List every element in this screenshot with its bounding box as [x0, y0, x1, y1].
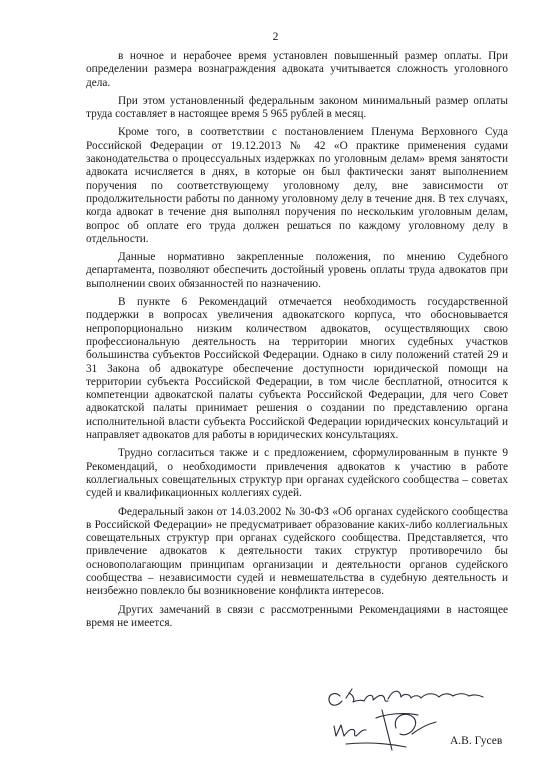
paragraph-recommendation-6: В пункте 6 Рекомендаций отмечается необходимость государственной поддержки в вопросах увеличения адвокатского корпуса, что обосновывается непропорционально низким количеством адвокатов, осуществляющих свою профессиональную деятельность на территории многих судебных участков большинства субъектов Российской Федерации. Однако в силу положений статей 29 и 31 Закона об адвокатуре обеспечение доступности юридической помощи на территории субъекта Российской Федерации, в том числе бесплатной, относится к компетенции адвокатской палаты субъекта Российской Федерации, для чего Совет адвокатской палаты принимает решения о создании по представлению органа исполнительной власти субъекта Российской Федерации юридических консультаций и направляет адвокатов для работы в юридических консультациях.	[86, 296, 508, 442]
handwritten-signature	[316, 682, 516, 768]
paragraph-minimum-wage: При этом установленный федеральным законом минимальный размер оплаты труда составляет в настоящее время 5 965 рублей в месяц.	[86, 94, 508, 121]
letter-body	[86, 50, 508, 635]
paragraph-plenum-resolution: Кроме того, в соответствии с постановлением Пленума Верховного Суда Российской Федерации от 19.12.2013 № 42 «О практике применения судами законодательства о процессуальных издержках по уголовным делам» время занятости адвоката исчисляется в днях, в которые он был фактически занят выполнением поручения по соответствующему уголовному делу, вне зависимости от продолжительности работы по данному уголовному делу в течение дня. В тех случаях, когда адвокат в течение дня выполнял поручения по нескольким уголовным делам, вопрос об оплате его труда должен решаться по каждому уголовному делу в отдельности.	[86, 126, 508, 245]
page-number: 2	[272, 31, 279, 43]
paragraph-federal-law: Федеральный закон от 14.03.2002 № 30-ФЗ «Об органах судейского сообщества в Российской Федерации» не предусматривает образование каких-либо коллегиальных совещательных структур при органах судейского сообщества. Представляется, что привлечение адвокатов к деятельности таких структур противоречило бы основополагающим принципам организации и деятельности органов судейского сообщества – независимости судей и невмешательства в судебную деятельность и неизбежно повлекло бы возникновение конфликта интересов.	[86, 505, 508, 598]
paragraph-recommendation-9: Трудно согласиться также и с предложением, сформулированным в пункте 9 Рекомендаций, о необходимости привлечения адвокатов к участию в работе коллегиальных совещательных структур при органах судейского сообщества – советах судей и квалификационных коллегиях судей.	[86, 447, 508, 500]
paragraph-department-opinion: Данные нормативно закрепленные положения, по мнению Судебного департамента, позволяют обеспечить достойный уровень оплаты труда адвокатов при выполнении своих обязанностей по назначению.	[86, 251, 508, 290]
paragraph-night-pay: в ночное и нерабочее время установлен повышенный размер оплаты. При определении размера вознаграждения адвоката учитывается сложность уголовного дела.	[86, 50, 508, 89]
paragraph-closing-remark: Других замечаний в связи с рассмотренными Рекомендациями в настоящее время не имеется.	[86, 603, 508, 629]
signatory-name: А.В. Гусев	[450, 735, 503, 747]
